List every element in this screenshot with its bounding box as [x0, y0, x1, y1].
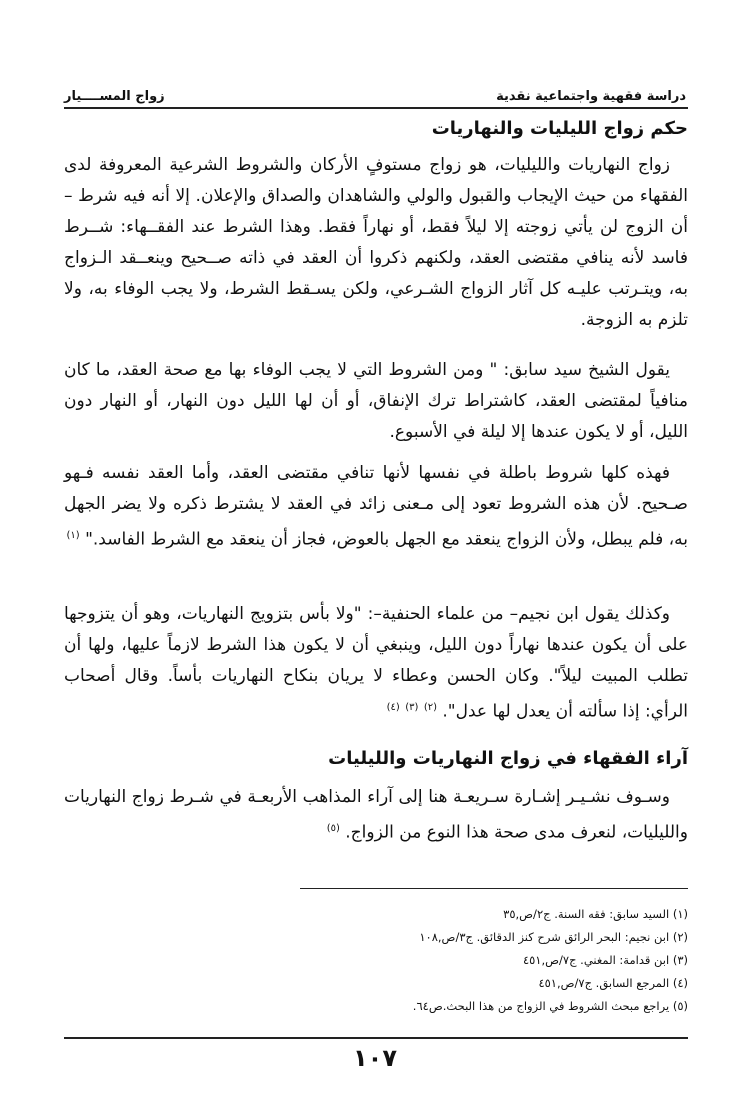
paragraph-5: [64, 782, 688, 849]
footer-divider: [64, 1037, 688, 1039]
footnote-mark-2: (٢): [423, 702, 437, 713]
paragraph-1: [64, 150, 688, 336]
header-divider: [64, 107, 688, 109]
paragraph-1-text: زواج النهاريات والليليات، هو زواج مستوفٍ الأركان والشروط الشرعية المعروفة لدى الفقهاء من حيث الإيجاب والقبول والولي والشاهدان والصداق والإعلان. إلا أنه فيه شرط – أن الزوج لن يأتي زوجته إلا ليلاً فقط، أو نهاراً فقط. وهذا الشرط عند الفقــهاء: شــرط فاسد لأنه ينافي مقتضى العقد، ولكنهم ذكروا أن العقد في ذاته صــحيح وينعــقد الـزواج به، ويتـرتب عليـه كل آثار الزواج الشـرعي، ولكن يسـقط الشرط، ولا يجب الوفاء به، ولا تلزم به الزوجة.: [64, 155, 688, 330]
page-number: ١٠٧: [353, 1044, 397, 1072]
footnote-mark-1: (١): [66, 530, 80, 541]
section-heading-opinions: آراء الفقهاء في زواج النهاريات والليليات: [328, 748, 688, 769]
paragraph-3: [64, 458, 688, 556]
footnote-divider: [300, 888, 688, 889]
footnote-mark-5: (٥): [326, 823, 340, 834]
footnote-mark-4: (٤): [386, 702, 400, 713]
paragraph-4-text: وكذلك يقول ابن نجيم– من علماء الحنفية–: "ولا بأس بتزويج النهاريات، وهو أن يتزوجها على أن يكون عندها نهاراً دون الليل، وينبغي أن لا يكون هذا الشرط لازماً عليها، ولها أن تطلب المبيت ليلاً". وكان الحسن وعطاء لا يريان بنكاح النهاريات بأساً. وقال أصحاب الرأي: إذا سألته أن يعدل لها عدل".: [64, 604, 688, 722]
paragraph-4: [64, 599, 688, 728]
footnote-2: (٢) ابن نجيم: البحر الرائق شرح كنز الدقائق. ج٣/ص,١٠٨: [419, 930, 688, 944]
footnote-4: (٤) المرجع السابق. ج٧/ص,٤٥١: [538, 976, 688, 990]
footnote-1: (١) السيد سابق: فقه السنة. ج٢/ص,٣٥: [503, 907, 688, 921]
footnote-mark-3: (٣): [405, 702, 419, 713]
paragraph-2-text: يقول الشيخ سيد سابق: " ومن الشروط التي لا يجب الوفاء بها مع صحة العقد، ما كان منافياً لمقتضى العقد، كاشتراط ترك الإنفاق، أو أن لها الليل دون النهار، أو النهار دون الليل، أو لا يكون عندها إلا ليلة في الأسبوع.: [64, 360, 688, 442]
running-header: [64, 78, 686, 104]
paragraph-5-text: وسـوف نشـيـر إشـارة سـريعـة هنا إلى آراء المذاهب الأربعـة في شـرط زواج النهاريات والليليات، لنعرف مدى صحة هذا النوع من الزواج.: [64, 787, 688, 843]
paragraph-3-text: فهذه كلها شروط باطلة في نفسها لأنها تنافي مقتضى العقد، وأما العقد نفسه فـهو صـحيح. لأن هذه الشروط تعود إلى مـعنى زائد في العقد لا يشترط ذكره ولا يضر الجهل به، فلم يبطل، ولأن الزواج ينعقد مع الجهل بالعوض، فجاز أن ينعقد مع الشرط الفاسد.": [64, 463, 688, 550]
footnote-3: (٣) ابن قدامة: المغني. ج٧/ص,٤٥١: [522, 953, 688, 967]
header-subtitle: دراسة فقهية واجتماعية نقدية: [496, 89, 686, 104]
header-title: زواج المســــيار: [64, 89, 165, 104]
paragraph-2: [64, 355, 688, 448]
footnotes-list: [280, 903, 688, 1018]
footnote-5: (٥) يراجع مبحث الشروط في الزواج من هذا البحث.ص٦٤.: [412, 999, 688, 1013]
section-heading-ruling: حكم زواج الليليات والنهاريات: [431, 118, 688, 139]
